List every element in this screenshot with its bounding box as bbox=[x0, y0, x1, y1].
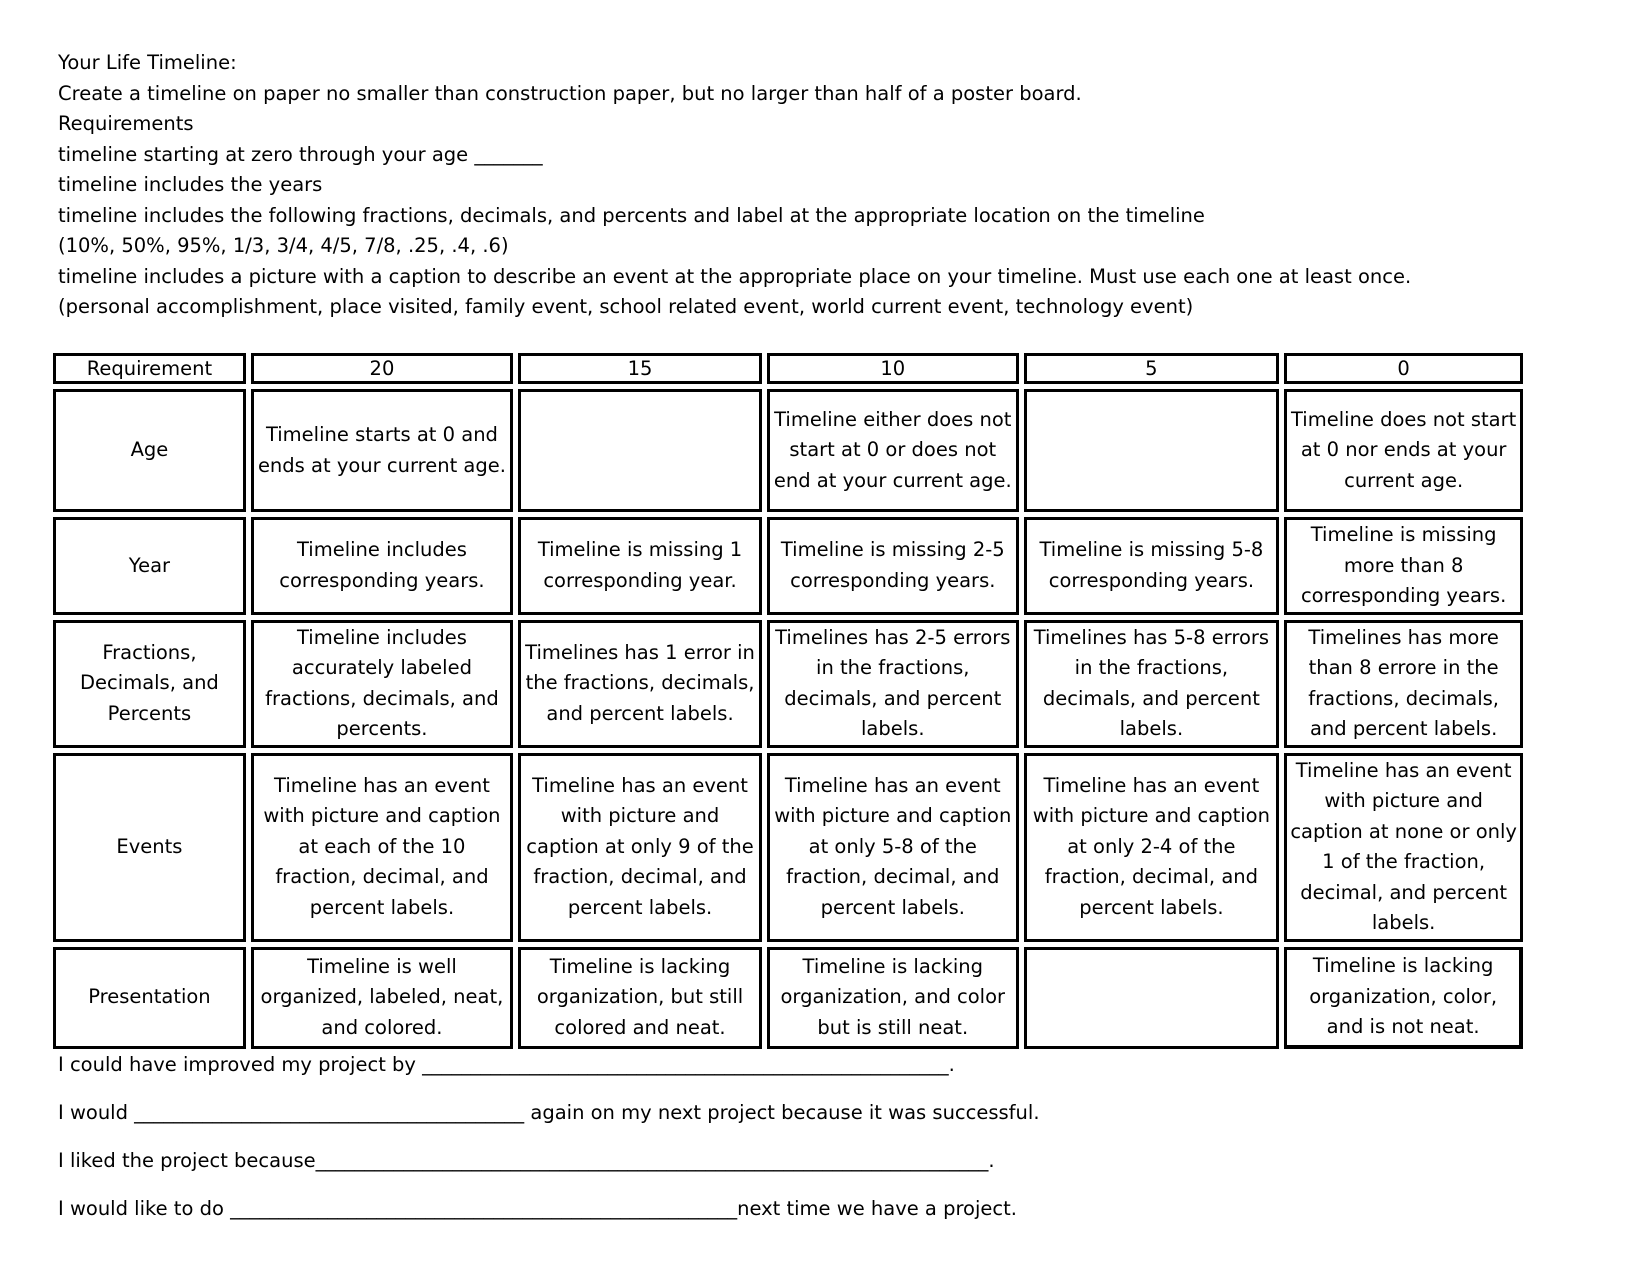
rubric-header-row bbox=[53, 353, 1523, 384]
header-score-0: 0 bbox=[1284, 353, 1523, 384]
instructions bbox=[58, 48, 1411, 323]
rubric-cell: Timeline starts at 0 and ends at your current age. bbox=[251, 389, 513, 512]
rubric-cell bbox=[518, 389, 762, 512]
reflection-again: I would ________________________________________ again on my next project because it was successful. bbox=[58, 1101, 1040, 1124]
requirements-heading: Requirements bbox=[58, 112, 194, 135]
rubric-cell: Timeline is missing 1 corresponding year. bbox=[518, 517, 762, 615]
rubric-cell: Timeline has an event with picture and caption at none or only 1 of the fraction, decimal, and percent labels. bbox=[1284, 753, 1523, 942]
rubric-cell bbox=[1024, 389, 1280, 512]
rubric-cell: Timeline has an event with picture and caption at only 9 of the fraction, decimal, and percent labels. bbox=[518, 753, 762, 942]
row-label: Year bbox=[53, 517, 246, 615]
rubric-cell: Timeline includes accurately labeled fractions, decimals, and percents. bbox=[251, 620, 513, 748]
reflection-next-time: I would like to do ____________________________________________________next time we have a project. bbox=[58, 1197, 1017, 1220]
rubric-cell: Timelines has 2-5 errors in the fractions, decimals, and percent labels. bbox=[767, 620, 1018, 748]
reflection-section bbox=[58, 1053, 1040, 1245]
rubric-table bbox=[48, 348, 1528, 1054]
header-score-15: 15 bbox=[518, 353, 762, 384]
header-score-20: 20 bbox=[251, 353, 513, 384]
rubric-cell: Timeline is well organized, labeled, neat, and colored. bbox=[251, 947, 513, 1049]
rubric-row-events bbox=[53, 753, 1523, 942]
header-score-10: 10 bbox=[767, 353, 1018, 384]
rubric-row-age bbox=[53, 389, 1523, 512]
rubric-cell: Timelines has more than 8 errore in the fractions, decimals, and percent labels. bbox=[1284, 620, 1523, 748]
rubric-cell: Timeline has an event with picture and caption at each of the 10 fraction, decimal, and percent labels. bbox=[251, 753, 513, 942]
rubric-row-fractions bbox=[53, 620, 1523, 748]
rubric-cell: Timeline either does not start at 0 or does not end at your current age. bbox=[767, 389, 1018, 512]
requirement-events-list: (personal accomplishment, place visited, family event, school related event, world current event, technology event) bbox=[58, 295, 1194, 318]
header-requirement: Requirement bbox=[53, 353, 246, 384]
worksheet-title: Your Life Timeline: bbox=[58, 51, 237, 74]
requirement-age: timeline starting at zero through your age _______ bbox=[58, 142, 543, 166]
rubric-cell: Timelines has 1 error in the fractions, decimals, and percent labels. bbox=[518, 620, 762, 748]
row-label: Fractions, Decimals, and Percents bbox=[53, 620, 246, 748]
requirement-fractions: timeline includes the following fractions, decimals, and percents and label at the appropriate location on the timeline bbox=[58, 203, 1205, 227]
rubric-cell: Timeline is lacking organization, but still colored and neat. bbox=[518, 947, 762, 1049]
rubric-cell: Timeline has an event with picture and caption at only 2-4 of the fraction, decimal, and percent labels. bbox=[1024, 753, 1280, 942]
rubric-cell: Timeline is lacking organization, and color but is still neat. bbox=[767, 947, 1018, 1049]
requirement-years: timeline includes the years bbox=[58, 173, 323, 196]
rubric-row-year bbox=[53, 517, 1523, 615]
requirement-fractions-list: (10%, 50%, 95%, 1/3, 3/4, 4/5, 7/8, .25, .4, .6) bbox=[58, 234, 509, 257]
rubric-row-presentation bbox=[53, 947, 1523, 1049]
requirement-events: timeline includes a picture with a caption to describe an event at the appropriate place on your timeline. Must use each one at least once. bbox=[58, 264, 1412, 288]
reflection-improved: I could have improved my project by ______________________________________________________. bbox=[58, 1053, 955, 1076]
rubric-cell: Timeline does not start at 0 nor ends at your current age. bbox=[1284, 389, 1523, 512]
rubric-cell: Timelines has 5-8 errors in the fractions, decimals, and percent labels. bbox=[1024, 620, 1280, 748]
rubric-cell: Timeline has an event with picture and caption at only 5-8 of the fraction, decimal, and percent labels. bbox=[767, 753, 1018, 942]
reflection-liked: I liked the project because_____________________________________________________________________. bbox=[58, 1149, 995, 1172]
rubric-cell bbox=[1024, 947, 1280, 1049]
rubric-cell: Timeline is missing 2-5 corresponding years. bbox=[767, 517, 1018, 615]
row-label: Age bbox=[53, 389, 246, 512]
row-label: Events bbox=[53, 753, 246, 942]
rubric-cell: Timeline is missing more than 8 corresponding years. bbox=[1284, 517, 1523, 615]
rubric-cell: Timeline includes corresponding years. bbox=[251, 517, 513, 615]
instructions-line: Create a timeline on paper no smaller than construction paper, but no larger than half of a poster board. bbox=[58, 81, 1082, 105]
header-score-5: 5 bbox=[1024, 353, 1280, 384]
row-label: Presentation bbox=[53, 947, 246, 1049]
rubric-cell: Timeline is lacking organization, color, and is not neat. bbox=[1284, 947, 1523, 1049]
rubric-cell: Timeline is missing 5-8 corresponding years. bbox=[1024, 517, 1280, 615]
